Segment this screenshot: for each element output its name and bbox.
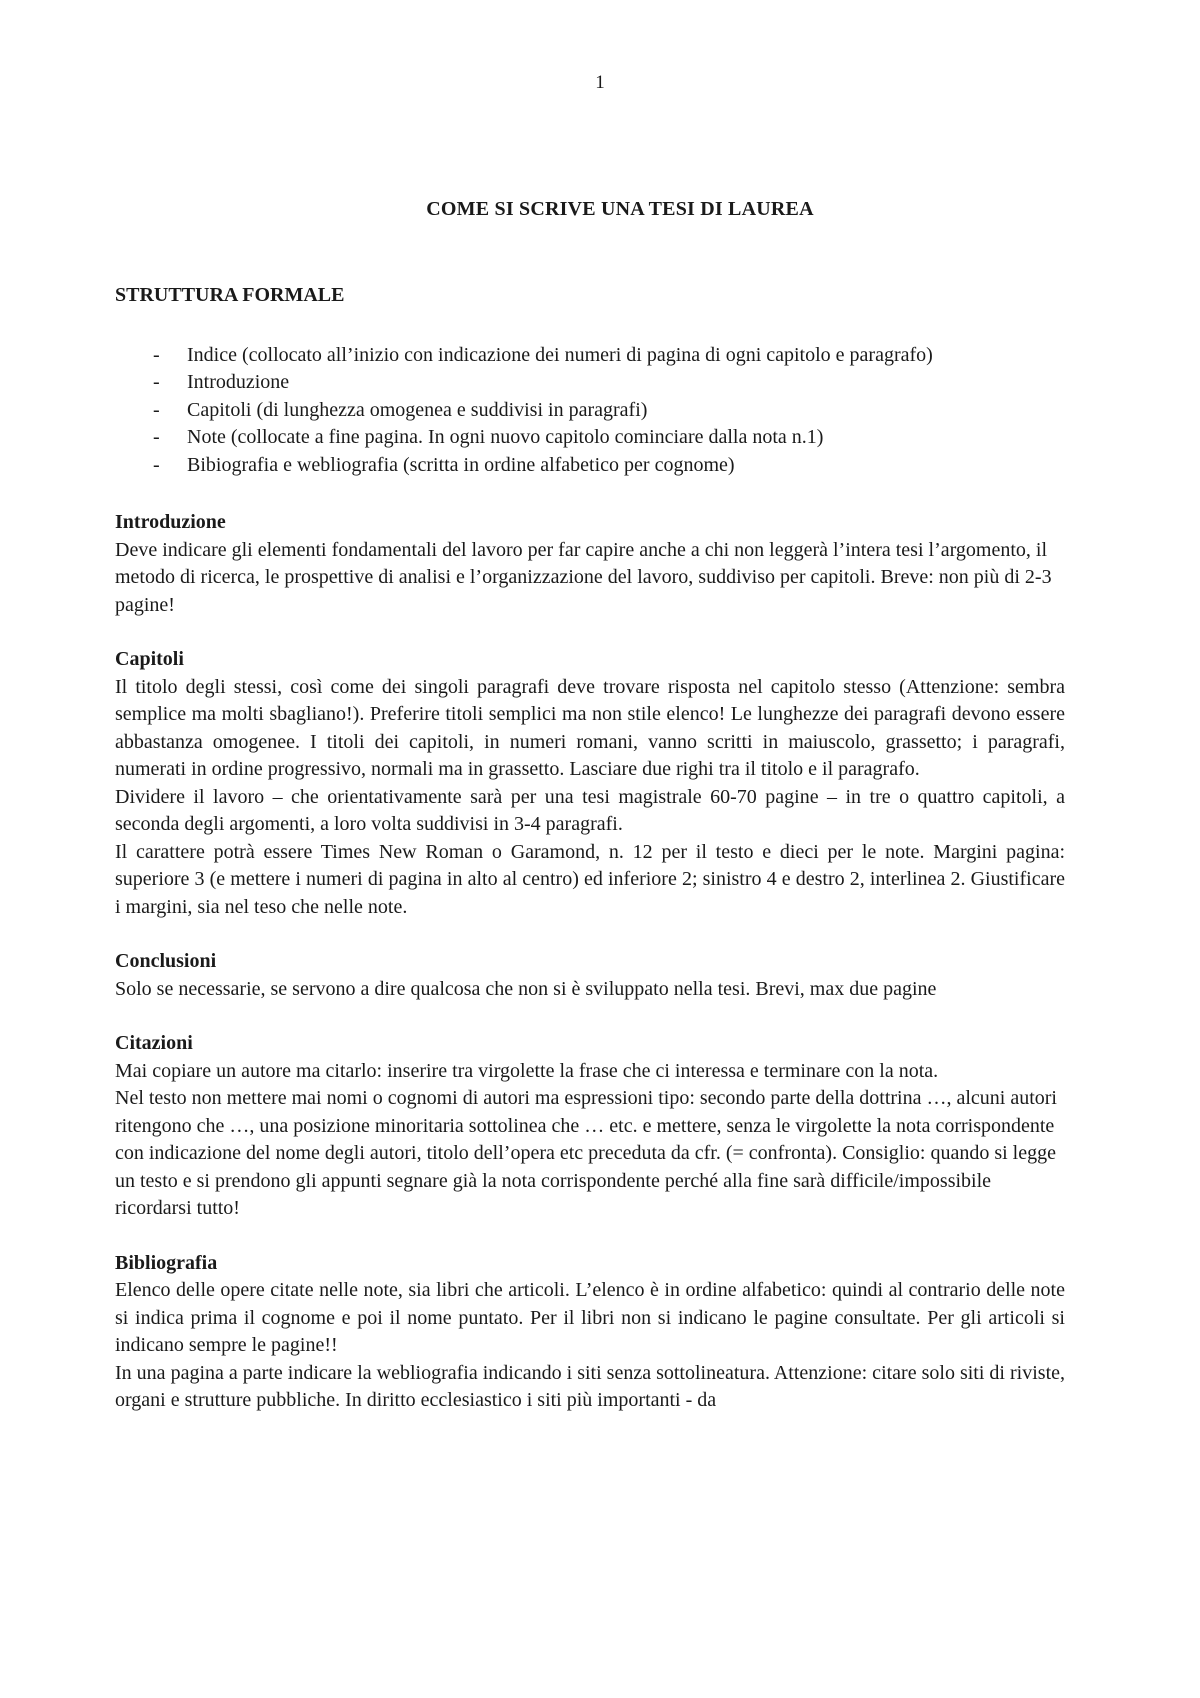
list-item-text: Introduzione bbox=[187, 371, 290, 393]
list-item bbox=[115, 424, 1065, 452]
document-body bbox=[115, 282, 1065, 1442]
structure-list bbox=[115, 342, 1065, 480]
list-item bbox=[115, 369, 1065, 397]
section-capitoli bbox=[115, 646, 1065, 921]
list-item bbox=[115, 397, 1065, 425]
bullet-dash-icon: - bbox=[153, 343, 160, 366]
section-conclusioni bbox=[115, 948, 1065, 1003]
paragraph: In una pagina a parte indicare la webliografia indicando i siti senza sottolineatura. Attenzione: citare solo siti di riviste, organi e strutture pubbliche. In diritto ecclesiastico i siti più importanti - da bbox=[115, 1361, 1065, 1411]
bullet-dash-icon: - bbox=[153, 426, 160, 448]
section-introduzione bbox=[115, 509, 1065, 619]
paragraph: Il carattere potrà essere Times New Roman o Garamond, n. 12 per il testo e dieci per le note. Margini pagina: superiore 3 (e mettere i numeri di pagina in alto al centro) ed inferiore 2; sinistro 4 e destro 2, interlinea 2. Giustificare i margini, sia nel teso che nelle note. bbox=[115, 840, 1065, 918]
paragraph: Solo se necessarie, se servono a dire qualcosa che non si è sviluppato nella tesi. Brevi, max due pagine bbox=[115, 977, 937, 1000]
section-citazioni bbox=[115, 1030, 1065, 1223]
list-item bbox=[115, 452, 1065, 480]
section-heading: Introduzione bbox=[115, 511, 226, 533]
list-item-text: Bibiografia e webliografia (scritta in ordine alfabetico per cognome) bbox=[187, 453, 735, 476]
bullet-dash-icon: - bbox=[153, 453, 160, 476]
bullet-dash-icon: - bbox=[153, 398, 160, 421]
paragraph: Dividere il lavoro – che orientativamente sarà per una tesi magistrale 60-70 pagine – in tre o quattro capitoli, a seconda degli argomenti, a loro volta suddivisi in 3-4 paragrafi. bbox=[115, 785, 1065, 835]
paragraph: Nel testo non mettere mai nomi o cognomi di autori ma espressioni tipo: secondo parte della dottrina …, alcuni autori ritengono che …, una posizione minoritaria sottolinea che … etc. e mettere, senza le virgolette la nota corrispondente con indicazione del nome degli autori, titolo dell’opera etc preceduta da cfr. (= confronta). Consiglio: quando si legge un testo e si prendono gli appunti segnare già la nota corrispondente perché alla fine sarà difficile/impossibile ricordarsi tutto! bbox=[115, 1087, 1057, 1219]
paragraph: Mai copiare un autore ma citarlo: inserire tra virgolette la frase che ci interessa e terminare con la nota. bbox=[115, 1059, 939, 1082]
paragraph: Deve indicare gli elementi fondamentali del lavoro per far capire anche a chi non leggerà l’intera tesi l’argomento, il metodo di ricerca, le prospettive di analisi e l’organizzazione del lavoro, suddiviso per capitoli. Breve: non più di 2-3 pagine! bbox=[115, 538, 1052, 616]
structure-heading: STRUTTURA FORMALE bbox=[115, 284, 345, 306]
list-item-text: Note (collocate a fine pagina. In ogni nuovo capitolo cominciare dalla nota n.1) bbox=[187, 426, 824, 448]
list-item-text: Indice (collocato all’inizio con indicazione dei numeri di pagina di ogni capitolo e paragrafo) bbox=[187, 343, 933, 366]
section-heading: Conclusioni bbox=[115, 950, 217, 972]
section-heading: Citazioni bbox=[115, 1032, 193, 1054]
document-title: COME SI SCRIVE UNA TESI DI LAUREA bbox=[426, 198, 814, 220]
paragraph: Il titolo degli stessi, così come dei singoli paragrafi deve trovare risposta nel capitolo stesso (Attenzione: sembra semplice ma molti sbagliano!). Preferire titoli semplici ma non stile elenco! Le lunghezze dei paragrafi devono essere abbastanza omogenee. I titoli dei capitoli, in numeri romani, vanno scritti in maiuscolo, grassetto; i paragrafi, numerati in ordine progressivo, normali ma in grassetto. Lasciare due righi tra il titolo e il paragrafo. bbox=[115, 675, 1065, 780]
page-number: 1 bbox=[595, 72, 605, 93]
section-heading: Capitoli bbox=[115, 648, 184, 670]
list-item-text: Capitoli (di lunghezza omogenea e suddivisi in paragrafi) bbox=[187, 398, 648, 421]
section-bibliografia bbox=[115, 1250, 1065, 1415]
section-heading: Bibliografia bbox=[115, 1251, 218, 1274]
paragraph: Elenco delle opere citate nelle note, sia libri che articoli. L’elenco è in ordine alfabetico: quindi al contrario delle note si indica prima il cognome e poi il nome puntato. Per il libri non si indicano le pagine consultate. Per gli articoli si indicano sempre le pagine!! bbox=[115, 1279, 1065, 1356]
bullet-dash-icon: - bbox=[153, 371, 160, 393]
list-item bbox=[115, 342, 1065, 370]
